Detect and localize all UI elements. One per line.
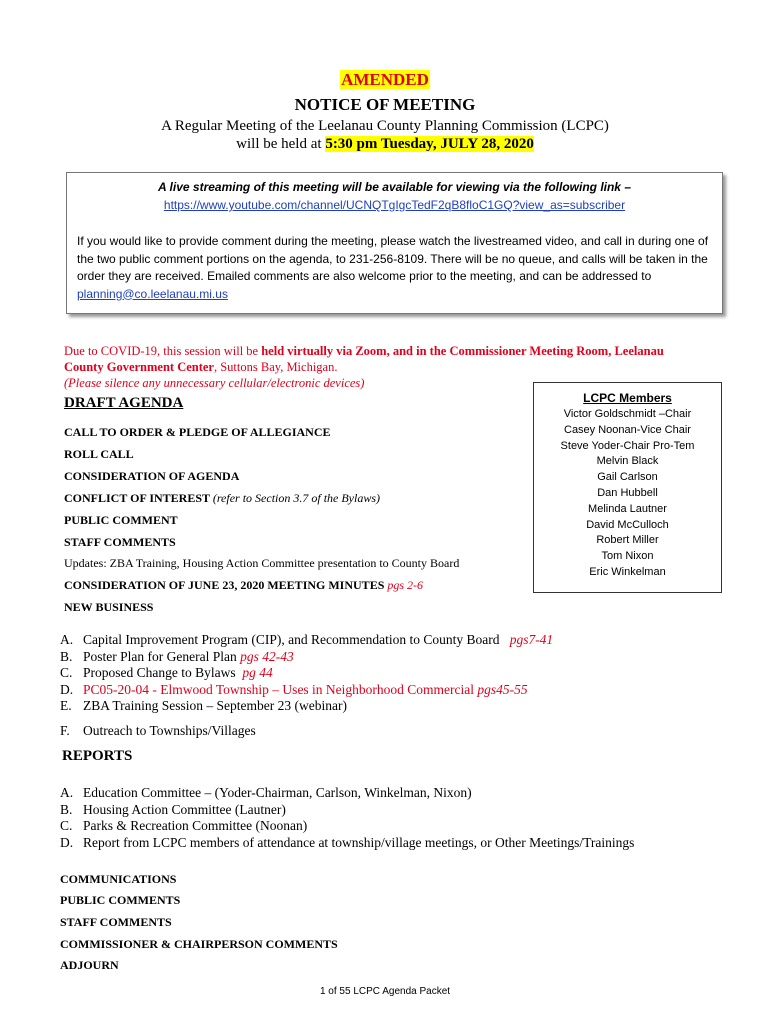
- closing-adjourn: ADJOURN: [60, 958, 119, 972]
- email-link[interactable]: planning@co.leelanau.mi.us: [77, 286, 228, 301]
- reports-list: [60, 785, 634, 851]
- member-item: Robert Miller: [596, 534, 659, 547]
- closing-public-comments: PUBLIC COMMENTS: [60, 893, 181, 907]
- livestream-box: [66, 172, 723, 314]
- member-item: Melinda Lautner: [588, 502, 667, 515]
- list-item: B. Poster Plan for General Plan pgs 42-43: [60, 648, 294, 664]
- closing-commissioner-comments: COMMISSIONER & CHAIRPERSON COMMENTS: [60, 937, 338, 951]
- members-list: [534, 407, 721, 581]
- agenda-updates: Updates: ZBA Training, Housing Action Committee presentation to County Board: [64, 556, 460, 570]
- covid-prefix: Due to COVID-19, this session will be: [64, 344, 259, 358]
- list-item: D. PC05-20-04 - Elmwood Township – Uses in Neighborhood Commercial pgs45-55: [60, 681, 528, 697]
- member-item: Melvin Black: [596, 455, 659, 468]
- list-item: A. Capital Improvement Program (CIP), and Recommendation to County Board pgs7-41: [60, 632, 554, 647]
- closing-staff-comments: STAFF COMMENTS: [60, 915, 172, 929]
- covid-suffix: , Suttons Bay, Michigan.: [213, 360, 338, 374]
- covid-location: held virtually via Zoom, and in the Commissioner Meeting Room, Leelanau County Government Center: [64, 344, 664, 374]
- minutes-pages: pgs 2-6: [387, 578, 424, 592]
- member-item: Casey Noonan-Vice Chair: [564, 423, 691, 436]
- agenda-roll-call: ROLL CALL: [64, 447, 134, 461]
- new-business-list: [60, 632, 553, 715]
- livestream-lead: A live streaming of this meeting will be available for viewing via the following link –: [158, 180, 631, 194]
- amended-label: AMENDED: [341, 70, 429, 89]
- member-item: Dan Hubbell: [597, 486, 658, 499]
- comment-instructions: [77, 233, 717, 303]
- member-item: Victor Goldschmidt –Chair: [563, 408, 692, 420]
- conflict-ref: (refer to Section 3.7 of the Bylaws): [212, 491, 381, 505]
- list-item: E. ZBA Training Session – September 23 (webinar): [60, 698, 347, 713]
- members-box: [533, 382, 722, 593]
- member-item: Eric Winkelman: [589, 565, 666, 578]
- device-note: (Please silence any unnecessary cellular/electronic devices): [64, 376, 365, 390]
- minutes-label: CONSIDERATION OF JUNE 23, 2020 MEETING MINUTES: [64, 578, 385, 592]
- meeting-time-line: [0, 136, 770, 153]
- member-item: Gail Carlson: [597, 471, 658, 484]
- outreach-item: F. Outreach to Townships/Villages: [60, 723, 256, 738]
- members-heading: LCPC Members: [583, 391, 672, 405]
- list-item: C. Parks & Recreation Committee (Noonan): [60, 818, 308, 833]
- notice-title: NOTICE OF MEETING: [294, 95, 476, 114]
- list-item: C. Proposed Change to Bylaws pg 44: [60, 665, 273, 680]
- reports-heading: REPORTS: [62, 748, 133, 764]
- agenda-minutes: [64, 578, 423, 593]
- youtube-link[interactable]: https://www.youtube.com/channel/UCNQTgIgcTedF2qB8floC1GQ?view_as=subscriber: [163, 198, 626, 212]
- agenda-staff-comments: STAFF COMMENTS: [64, 535, 176, 549]
- closing-communications: COMMUNICATIONS: [60, 872, 177, 886]
- member-item: David McCulloch: [586, 518, 669, 531]
- member-item: Tom Nixon: [601, 550, 654, 563]
- meeting-time-prefix: will be held at: [236, 136, 322, 152]
- comment-text: If you would like to provide comment during the meeting, please watch the livestreamed video, and call in during one of the two public comment portions on the agenda, to 231-256-8109. There will be no queue, and calls will be taken in the order they are received. Emailed comments are also welcome prior to the meeting, and can be addressed to: [77, 234, 709, 283]
- agenda-call-to-order: CALL TO ORDER & PLEDGE OF ALLEGIANCE: [64, 425, 331, 439]
- meeting-time: 5:30 pm Tuesday, JULY 28, 2020: [325, 136, 534, 152]
- list-item: A. Education Committee – (Yoder-Chairman, Carlson, Winkelman, Nixon): [60, 785, 472, 800]
- member-item: Steve Yoder-Chair Pro-Tem: [560, 439, 695, 452]
- agenda-heading: DRAFT AGENDA: [64, 395, 184, 411]
- list-item: D. Report from LCPC members of attendance at township/village meetings, or Other Meetings/Trainings: [60, 834, 635, 850]
- list-item: B. Housing Action Committee (Lautner): [60, 801, 286, 817]
- agenda-new-business: NEW BUSINESS: [64, 600, 154, 614]
- conflict-label: CONFLICT OF INTEREST: [64, 491, 210, 505]
- agenda-public-comment: PUBLIC COMMENT: [64, 513, 178, 527]
- agenda-conflict: [64, 491, 380, 506]
- meeting-description: A Regular Meeting of the Leelanau County Planning Commission (LCPC): [161, 118, 609, 134]
- page-footer: 1 of 55 LCPC Agenda Packet: [319, 986, 451, 997]
- agenda-consideration: CONSIDERATION OF AGENDA: [64, 469, 240, 483]
